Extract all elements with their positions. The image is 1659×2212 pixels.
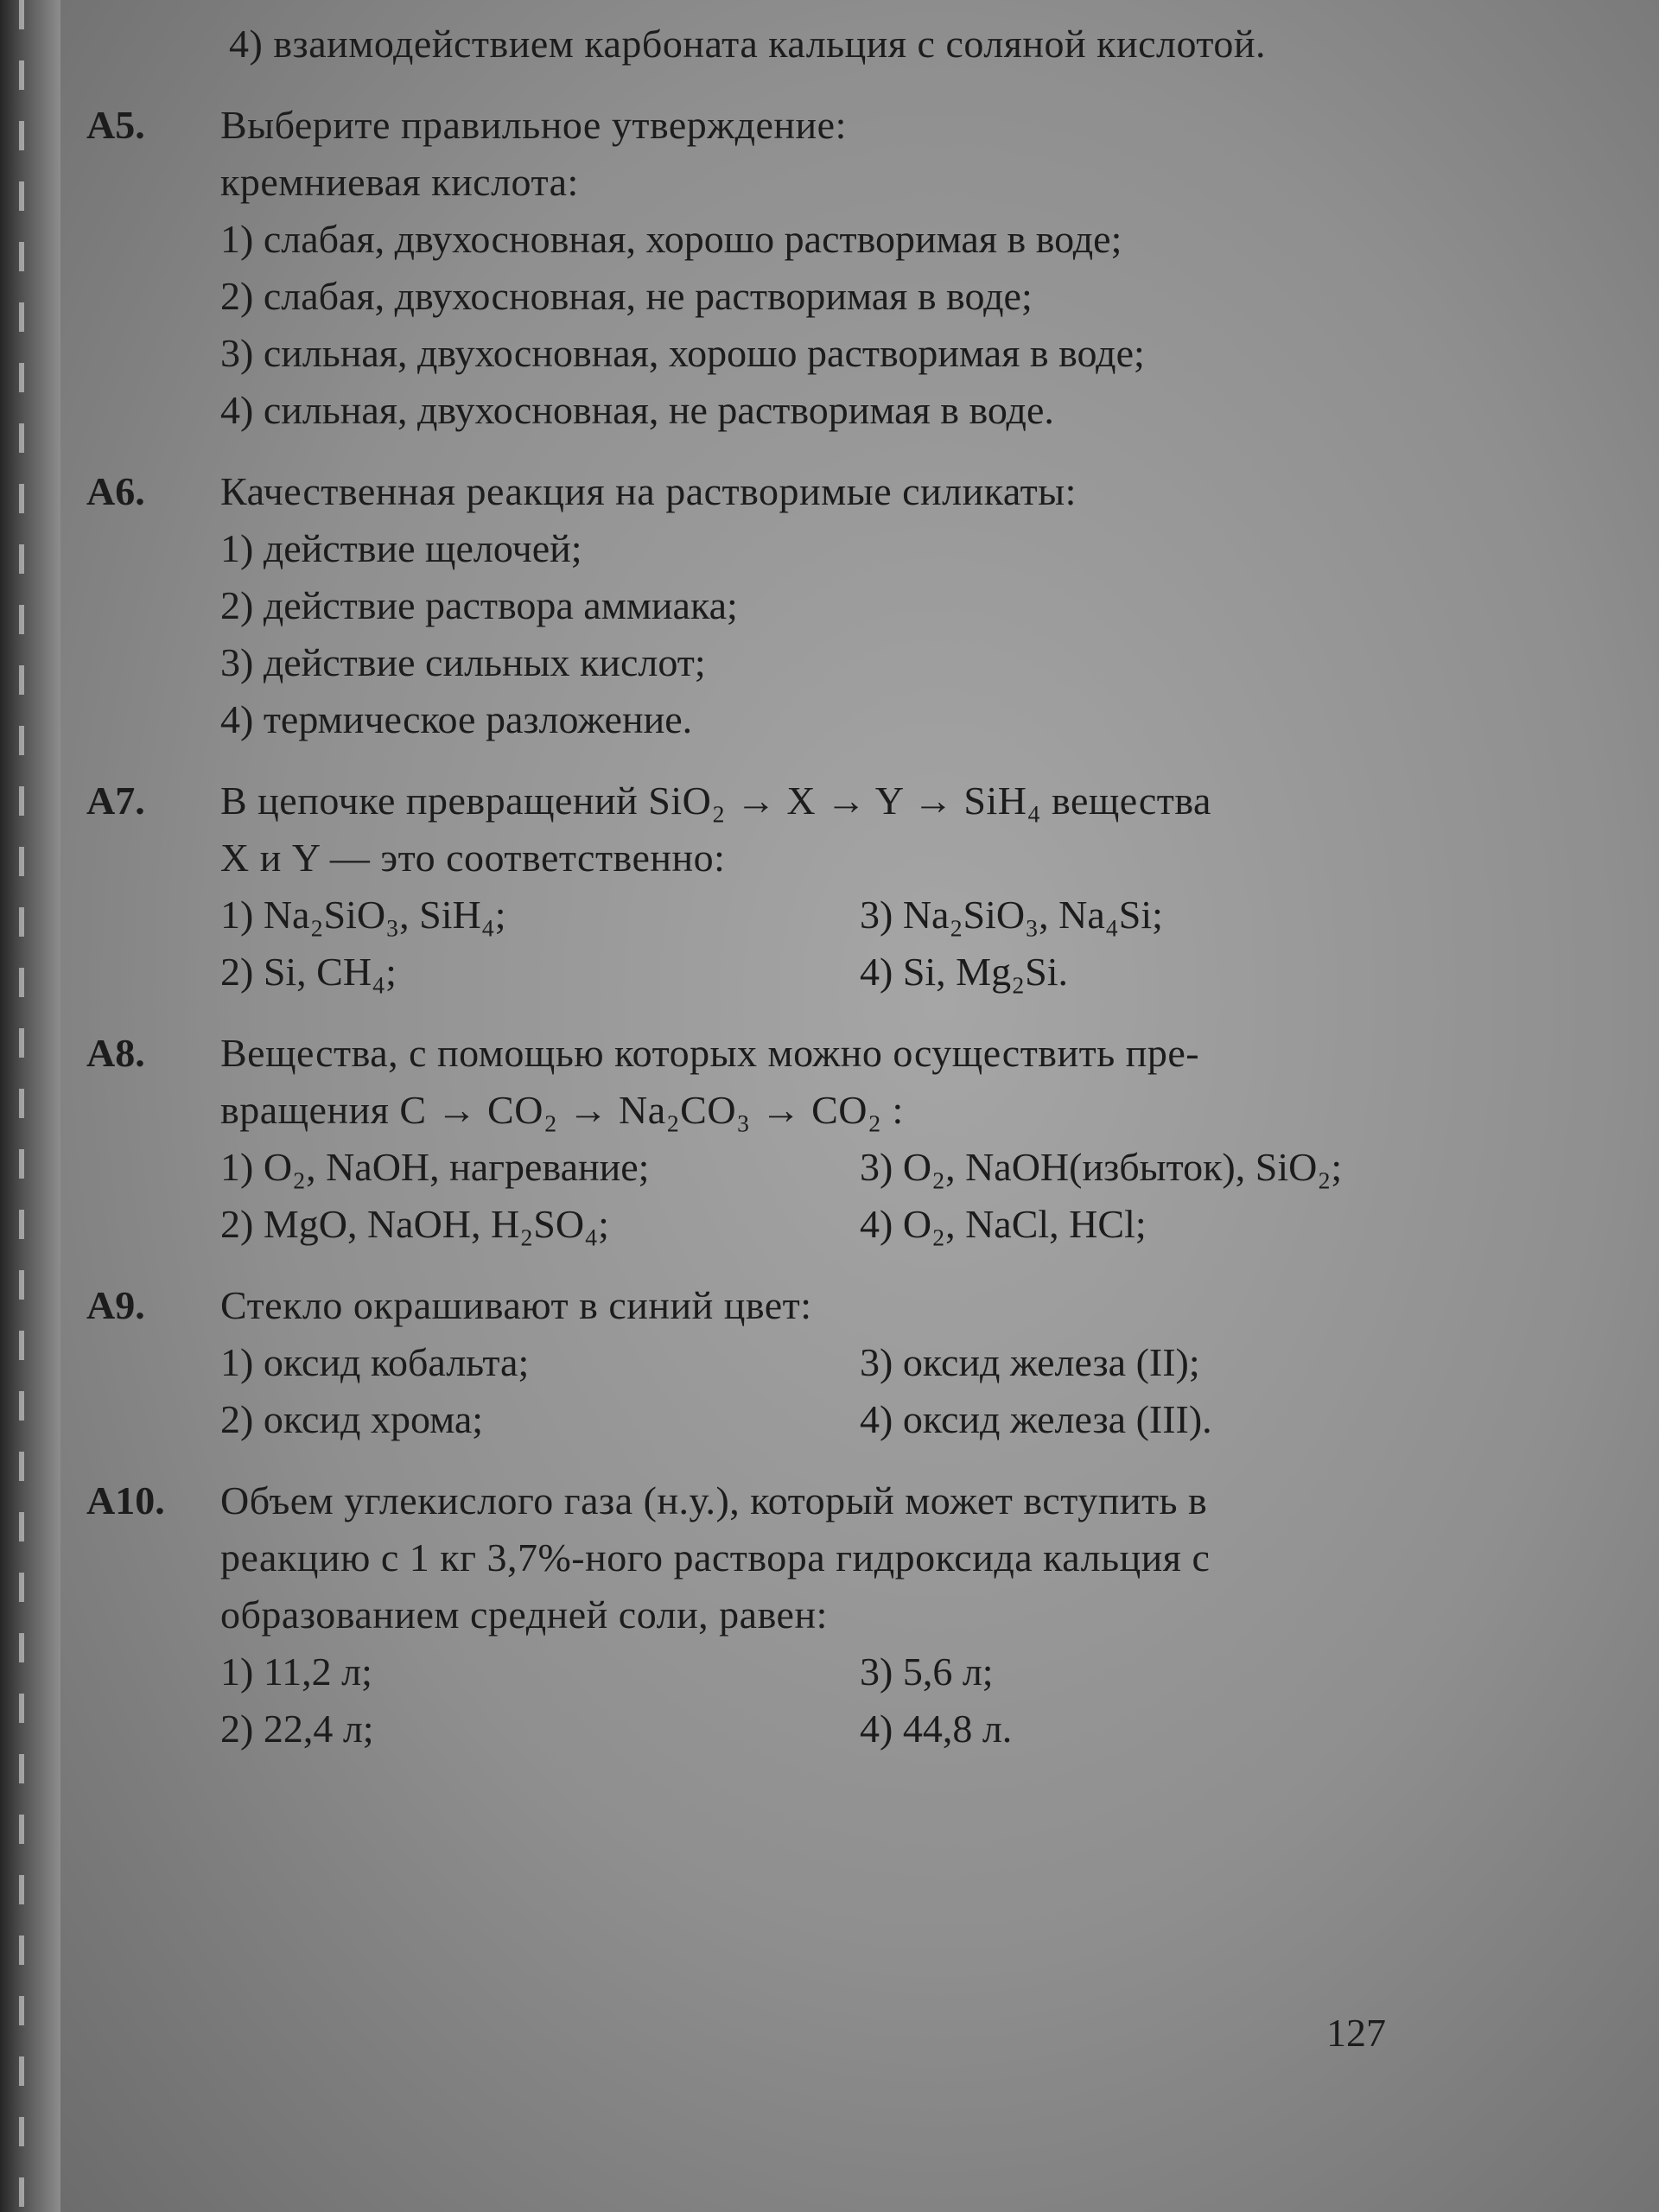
question-text-line: X и Y — это соответственно: bbox=[220, 836, 726, 880]
answer-option: 1) оксид кобальта; bbox=[220, 1340, 530, 1384]
book-spine-edge bbox=[0, 0, 60, 2212]
answer-option: 1) слабая, двухосновная, хорошо растворимая в воде; bbox=[220, 217, 1122, 261]
question-number: А6. bbox=[86, 469, 145, 513]
answer-option: 1) Na₂SiO₃, SiH₄; bbox=[220, 893, 506, 937]
answer-option: 4) сильная, двухосновная, не растворимая в воде. bbox=[220, 388, 1054, 432]
answer-option: 4) оксид железа (III). bbox=[860, 1397, 1212, 1441]
question-number: А5. bbox=[86, 103, 145, 147]
answer-options bbox=[220, 1334, 1469, 1448]
answer-options bbox=[220, 1139, 1469, 1253]
textbook-page bbox=[60, 0, 1659, 2212]
answer-option: 1) 11,2 л; bbox=[220, 1649, 372, 1694]
question-body bbox=[220, 1472, 1469, 1758]
question-body bbox=[220, 772, 1469, 1001]
question-block bbox=[86, 772, 1469, 1001]
answer-option: 3) Na₂SiO₃, Na₄Si; bbox=[860, 893, 1163, 937]
question-block bbox=[86, 463, 1469, 748]
question-body bbox=[220, 1025, 1469, 1253]
question-block bbox=[86, 97, 1469, 439]
question-text-line: Стекло окрашивают в синий цвет: bbox=[220, 1283, 812, 1327]
question-body bbox=[220, 463, 1469, 748]
question-number: А9. bbox=[86, 1283, 145, 1327]
question-number: А8. bbox=[86, 1031, 145, 1075]
page-number: 127 bbox=[1326, 2011, 1386, 2055]
answer-option: 4) O₂, NaCl, HCl; bbox=[860, 1202, 1147, 1246]
question-text-line: В цепочке превращений SiO₂ → X → Y → SiH₄ вещества bbox=[220, 779, 1211, 823]
question-block bbox=[86, 1277, 1469, 1448]
question-number: А10. bbox=[86, 1478, 165, 1522]
question-body bbox=[220, 1277, 1469, 1448]
question-block bbox=[86, 1472, 1469, 1758]
question-block bbox=[86, 1025, 1469, 1253]
previous-question-tail: 4) взаимодействием карбоната кальция с соляной кислотой. bbox=[229, 22, 1266, 66]
answer-options bbox=[220, 887, 1469, 1001]
answer-option: 3) действие сильных кислот; bbox=[220, 640, 706, 684]
answer-option: 4) термическое разложение. bbox=[220, 697, 693, 741]
question-text-line: реакцию с 1 кг 3,7%-ного раствора гидроксида кальция с bbox=[220, 1535, 1211, 1580]
answer-option: 2) действие раствора аммиака; bbox=[220, 583, 738, 627]
question-text-line: Выберите правильное утверждение: bbox=[220, 103, 847, 147]
question-text-line: Качественная реакция на растворимые силикаты: bbox=[220, 469, 1077, 513]
answer-option: 4) 44,8 л. bbox=[860, 1707, 1013, 1751]
answer-option: 3) сильная, двухосновная, хорошо растворимая в воде; bbox=[220, 331, 1145, 375]
page-content bbox=[86, 0, 1469, 1758]
answer-option: 4) Si, Mg₂Si. bbox=[860, 950, 1068, 994]
question-text-line: Объем углекислого газа (н.у.), который может вступить в bbox=[220, 1478, 1208, 1522]
answer-option: 2) слабая, двухосновная, не растворимая в воде; bbox=[220, 274, 1033, 318]
answer-option: 1) действие щелочей; bbox=[220, 526, 582, 570]
question-text-line: Вещества, с помощью которых можно осуществить пре- bbox=[220, 1031, 1200, 1075]
question-text-line: образованием средней соли, равен: bbox=[220, 1592, 828, 1637]
question-text-line: вращения C → CO₂ → Na₂CO₃ → CO₂ : bbox=[220, 1088, 904, 1132]
answer-option: 2) оксид хрома; bbox=[220, 1397, 484, 1441]
question-text-line: кремниевая кислота: bbox=[220, 160, 579, 204]
answer-option: 2) 22,4 л; bbox=[220, 1707, 374, 1751]
answer-options bbox=[220, 520, 1469, 748]
answer-option: 2) Si, CH₄; bbox=[220, 950, 397, 994]
answer-options bbox=[220, 211, 1469, 439]
answer-option: 3) 5,6 л; bbox=[860, 1649, 994, 1694]
answer-option: 2) MgO, NaOH, H₂SO₄; bbox=[220, 1202, 609, 1246]
answer-option: 1) O₂, NaOH, нагревание; bbox=[220, 1145, 650, 1189]
page-edge-ruling bbox=[19, 0, 24, 2212]
question-body bbox=[220, 97, 1469, 439]
answer-option: 3) оксид железа (II); bbox=[860, 1340, 1200, 1384]
answer-option: 3) O₂, NaOH(избыток), SiO₂; bbox=[860, 1145, 1343, 1189]
question-number: А7. bbox=[86, 779, 145, 823]
answer-options bbox=[220, 1643, 1469, 1758]
